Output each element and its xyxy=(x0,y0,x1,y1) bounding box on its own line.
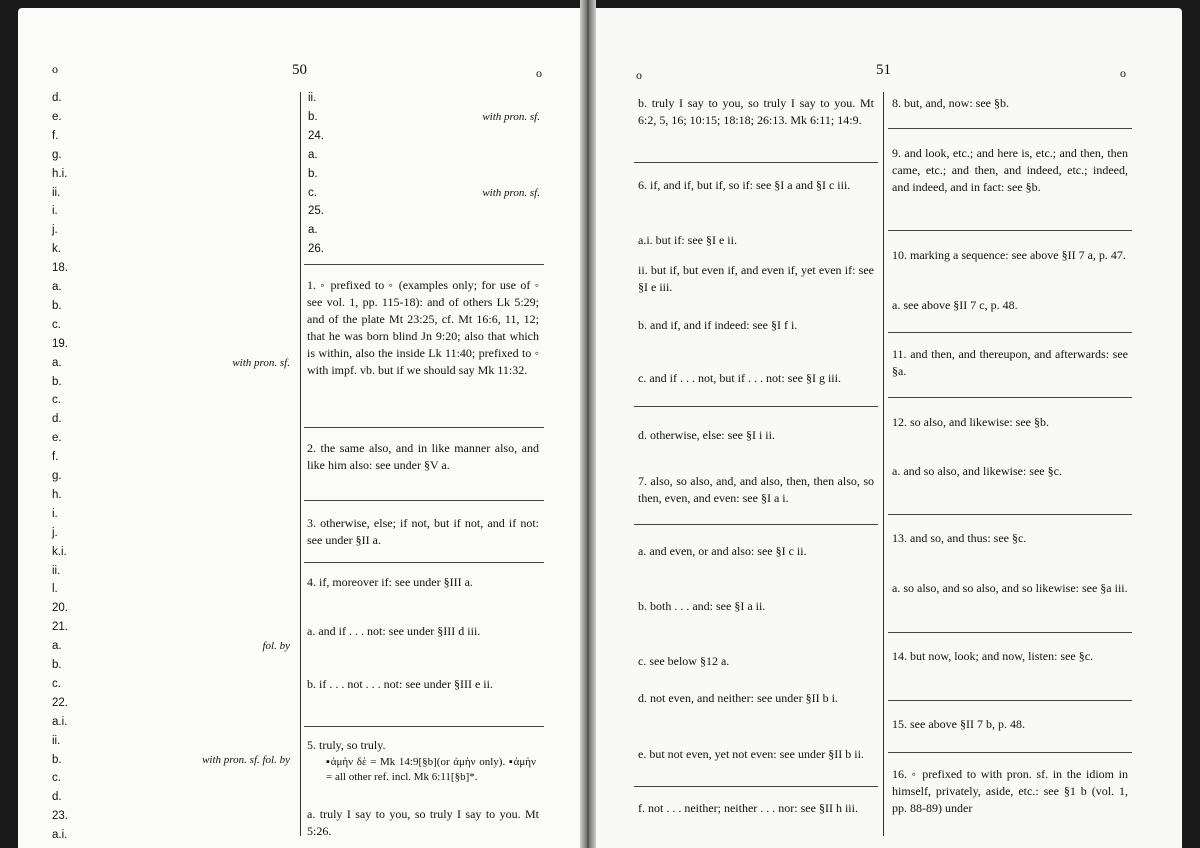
rule xyxy=(304,500,544,501)
entry-label: d. xyxy=(52,791,62,804)
rule xyxy=(888,514,1132,515)
note-4a: a. and if . . . not: see under §III d iii. xyxy=(307,624,481,638)
corner-mark: o xyxy=(52,62,58,76)
entry-label: ii. xyxy=(52,186,61,199)
rule xyxy=(888,332,1132,333)
rule xyxy=(888,230,1132,231)
rule xyxy=(888,700,1132,701)
entry-label: a. xyxy=(52,281,62,293)
entry-label: 21. xyxy=(52,621,68,634)
entry-label: b. xyxy=(52,659,62,671)
rule xyxy=(304,726,544,727)
entry-col2-7: 13. and so, and thus: see §c. xyxy=(892,531,1027,545)
entry-gloss: with pron. sf. xyxy=(482,110,540,123)
entry-label: 23. xyxy=(52,810,68,823)
note-4: 4. if, moreover if: see under §III a. xyxy=(307,575,473,589)
page-number-left: 50 xyxy=(292,62,307,78)
note-3: 3. otherwise, else; if not, but if not, and if not: see under §II a. xyxy=(307,516,539,547)
entry-label: c. xyxy=(52,394,61,407)
entry-label: c. xyxy=(52,772,61,785)
note-5-detail: ▪ἀμὴν δὲ = Mk 14:9[§b](or ἀμὴν only). ▪ἀμὴν = all other ref. incl. Mk 6:11[§b]*. xyxy=(326,756,536,783)
entry-label: a. xyxy=(52,356,62,369)
entry-label: k. xyxy=(52,243,61,256)
entry-label: b. xyxy=(52,375,62,388)
entry-label: i. xyxy=(52,507,58,520)
entry-label: h. xyxy=(52,488,62,501)
entry-col1-3: ii. but if, but even if, and even if, yet even if: see §I e iii. xyxy=(638,263,874,294)
entry-label: i. xyxy=(52,205,58,218)
entry-label: c. xyxy=(308,186,317,199)
entry-col2-4: 11. and then, and thereupon, and afterwards: see §a. xyxy=(892,347,1128,378)
entry-label: 24. xyxy=(308,129,324,142)
entry-label: g. xyxy=(52,470,62,482)
entry-label: ii. xyxy=(308,92,317,104)
note-1: 1. ◦ prefixed to ◦ (examples only; for use of ◦ see vol. 1, pp. 115-18): and of others Lk 5:29; and of the plate Mt 23:25, cf. Mt 16:6, 11, 12; that he was born blind Jn 9:20; also that which is within, also the inside Lk 11:40; prefixed to ◦ with impf. vb. but if we should say Mk 11:32. xyxy=(307,278,539,377)
entry-label: a.i. xyxy=(52,715,68,728)
corner-mark: o xyxy=(636,68,642,82)
corner-mark: o xyxy=(536,66,542,80)
entry-label: b. xyxy=(308,110,318,123)
entry-label: d. xyxy=(52,92,62,104)
entry-label: l. xyxy=(52,583,58,596)
entry-col1-1: 6. if, and if, but if, so if: see §I a and §I c iii. xyxy=(638,178,851,192)
entry-col2-5: 12. so also, and likewise: see §b. xyxy=(892,415,1049,429)
entry-gloss: with pron. sf. fol. by xyxy=(202,753,290,766)
entry-col1-7: 7. also, so also, and, and also, then, then also, so then, even, and even: see §I a i. xyxy=(638,474,874,505)
rule xyxy=(634,406,878,407)
entry-col1-11: d. not even, and neither: see under §II b i. xyxy=(638,691,838,705)
corner-mark: o xyxy=(1120,66,1126,80)
entry-col1-2: a.i. but if: see §I e ii. xyxy=(638,233,737,247)
entry-col2-8: a. so also, and so also, and so likewise: see §a iii. xyxy=(892,581,1128,595)
entry-col1-0: b. truly I say to you, so truly I say to you. Mt 6:2, 5, 16; 10:15; 18:18; 26:13. Mk 6:11; 14:9. xyxy=(638,96,874,127)
entry-label: h.i. xyxy=(52,167,68,180)
entry-col1-9: b. both . . . and: see §I a ii. xyxy=(638,599,766,613)
entry-label: 20. xyxy=(52,602,68,615)
entry-label: 26. xyxy=(308,243,324,256)
entry-label: 22. xyxy=(52,696,68,709)
entry-col2-3: a. see above §II 7 c, p. 48. xyxy=(892,298,1018,312)
entry-label: ii. xyxy=(52,564,61,577)
entry-label: e. xyxy=(52,110,62,123)
entry-label: j. xyxy=(52,224,58,237)
entry-col1-6: d. otherwise, else: see §I i ii. xyxy=(638,428,775,442)
entry-col2-9: 14. but now, look; and now, listen: see §c. xyxy=(892,649,1094,663)
entry-label: f. xyxy=(52,451,59,464)
entry-label: b. xyxy=(52,299,62,312)
note-5: 5. truly, so truly. xyxy=(307,738,386,752)
entry-label: ii. xyxy=(52,734,61,747)
column-divider xyxy=(300,92,301,836)
rule xyxy=(304,264,544,265)
book-gutter xyxy=(580,0,596,848)
entry-label: 19. xyxy=(52,337,68,350)
entry-label: g. xyxy=(52,148,62,161)
entry-label: b. xyxy=(308,167,318,180)
entry-gloss: fol. by xyxy=(262,640,290,653)
note-4b: b. if . . . not . . . not: see under §III e ii. xyxy=(307,677,493,691)
entry-label: e. xyxy=(52,432,62,445)
entry-label: a. xyxy=(52,640,62,653)
entry-col1-4: b. and if, and if indeed: see §I f i. xyxy=(638,318,798,332)
entry-col2-2: 10. marking a sequence: see above §II 7 a, p. 47. xyxy=(892,248,1126,262)
entry-col1-5: c. and if . . . not, but if . . . not: see §I g iii. xyxy=(638,371,841,385)
entry-label: a. xyxy=(308,148,318,161)
entry-label: j. xyxy=(52,526,58,539)
note-5a: a. truly I say to you, so truly I say to you. Mt 5:26. xyxy=(307,807,539,838)
entry-label: k.i. xyxy=(52,545,67,558)
entry-label: a.i. xyxy=(52,829,68,842)
entry-label: 18. xyxy=(52,262,68,275)
entry-label: c. xyxy=(52,677,61,690)
entry-label: a. xyxy=(308,224,318,237)
entry-label: f. xyxy=(52,129,59,142)
rule xyxy=(888,128,1132,129)
rule xyxy=(888,632,1132,633)
column-divider xyxy=(883,92,884,836)
entry-col2-0: 8. but, and, now: see §b. xyxy=(892,96,1009,110)
rule xyxy=(888,752,1132,753)
entry-gloss: with pron. sf. xyxy=(482,186,540,199)
entry-col2-1: 9. and look, etc.; and here is, etc.; and then, then came, etc.; and then, and indeed, etc.; indeed, and indeed, and in fact: see §b. xyxy=(892,146,1128,194)
entry-col1-12: e. but not even, yet not even: see under §II b ii. xyxy=(638,747,864,761)
rule xyxy=(634,524,878,525)
entry-col2-6: a. and so also, and likewise: see §c. xyxy=(892,464,1062,478)
page-number-right: 51 xyxy=(876,62,891,78)
entry-col2-11: 16. ◦ prefixed to with pron. sf. in the idiom in himself, privately, aside, etc.: see §1 b (vol. 1, pp. 88-89) under xyxy=(892,767,1128,815)
rule xyxy=(888,397,1132,398)
entry-label: d. xyxy=(52,413,62,426)
entry-label: c. xyxy=(52,318,61,331)
note-2: 2. the same also, and in like manner also, and like him also: see under §V a. xyxy=(307,441,539,472)
entry-gloss: with pron. sf. xyxy=(232,356,290,369)
entry-col1-13: f. not . . . neither; neither . . . nor: see §II h iii. xyxy=(638,801,858,815)
rule xyxy=(634,786,878,787)
left-page xyxy=(18,8,584,848)
entry-col2-10: 15. see above §II 7 b, p. 48. xyxy=(892,717,1025,731)
entry-label: b. xyxy=(52,753,62,766)
entry-col1-8: a. and even, or and also: see §I c ii. xyxy=(638,544,807,558)
rule xyxy=(634,162,878,163)
rule xyxy=(304,562,544,563)
rule xyxy=(304,427,544,428)
entry-label: 25. xyxy=(308,205,324,218)
entry-col1-10: c. see below §12 a. xyxy=(638,654,730,668)
